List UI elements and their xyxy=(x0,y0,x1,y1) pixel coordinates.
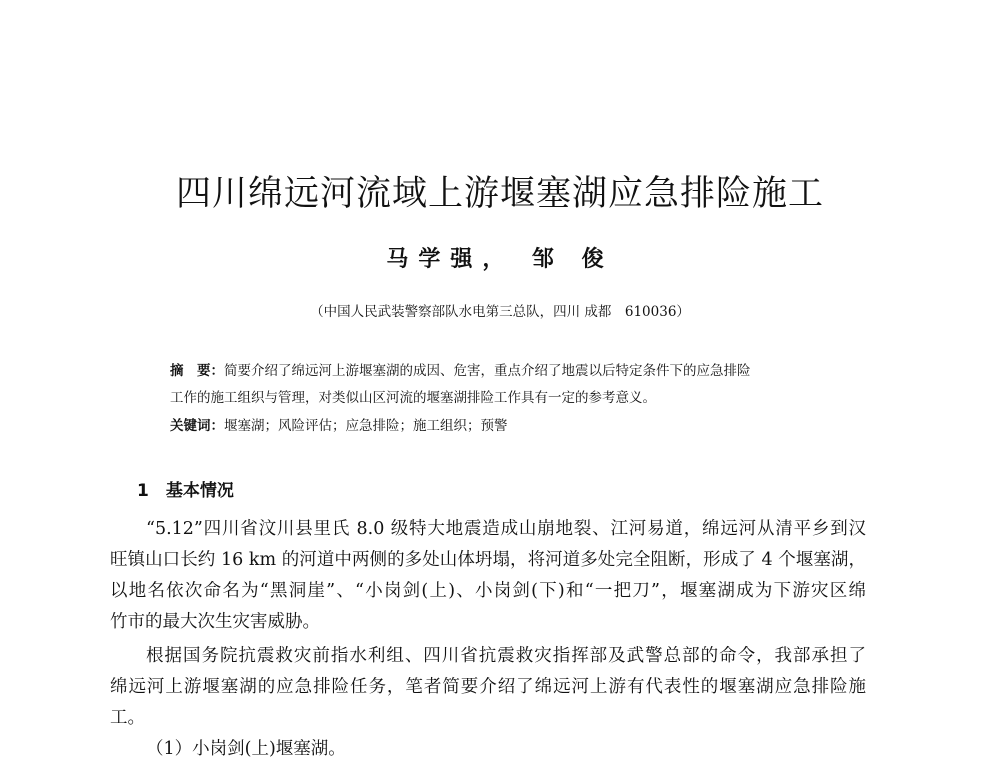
body-line: 旺镇山口长约 16 km 的河道中两侧的多处山体坍塌，将河道多处完全阻断，形成了 4 个堰塞湖， xyxy=(110,550,866,570)
keywords-label: 关键词： xyxy=(170,418,224,434)
abstract-text: 简要介绍了绵远河上游堰塞湖的成因、危害，重点介绍了地震以后特定条件下的应急排险 xyxy=(224,363,751,379)
body-line: 根据国务院抗震救灾前指水利组、四川省抗震救灾指挥部及武警总部的命令，我部承担了 xyxy=(146,646,866,666)
keywords xyxy=(170,414,508,434)
abstract-line-1 xyxy=(170,359,751,379)
authors: 马学强， 邹 俊 xyxy=(386,246,614,272)
abstract-label: 摘 要： xyxy=(170,363,224,379)
body-line: 绵远河上游堰塞湖的应急排险任务，笔者简要介绍了绵远河上游有代表性的堰塞湖应急排险施 xyxy=(110,677,866,697)
body-line: 竹市的最大次生灾害威胁。 xyxy=(110,612,320,632)
body-line: 工。 xyxy=(110,708,145,728)
abstract-line-2: 工作的施工组织与管理，对类似山区河流的堰塞湖排险工作具有一定的参考意义。 xyxy=(170,390,656,406)
section-heading: 1 基本情况 xyxy=(137,481,234,501)
document-title: 四川绵远河流域上游堰塞湖应急排险施工 xyxy=(175,174,824,214)
keywords-text: 堰塞湖；风险评估；应急排险；施工组织；预警 xyxy=(224,418,508,434)
body-line: 以地名依次命名为“黑洞崖”、“小岗剑(上)、小岗剑(下)和“一把刀”，堰塞湖成为下游灾区绵 xyxy=(110,581,866,601)
body-line: （1）小岗剑(上)堰塞湖。 xyxy=(146,739,346,759)
body-line: “5.12”四川省汶川县里氏 8.0 级特大地震造成山崩地裂、江河易道，绵远河从清平乡到汉 xyxy=(146,519,866,539)
affiliation: （中国人民武装警察部队水电第三总队，四川 成都 610036） xyxy=(310,304,690,320)
